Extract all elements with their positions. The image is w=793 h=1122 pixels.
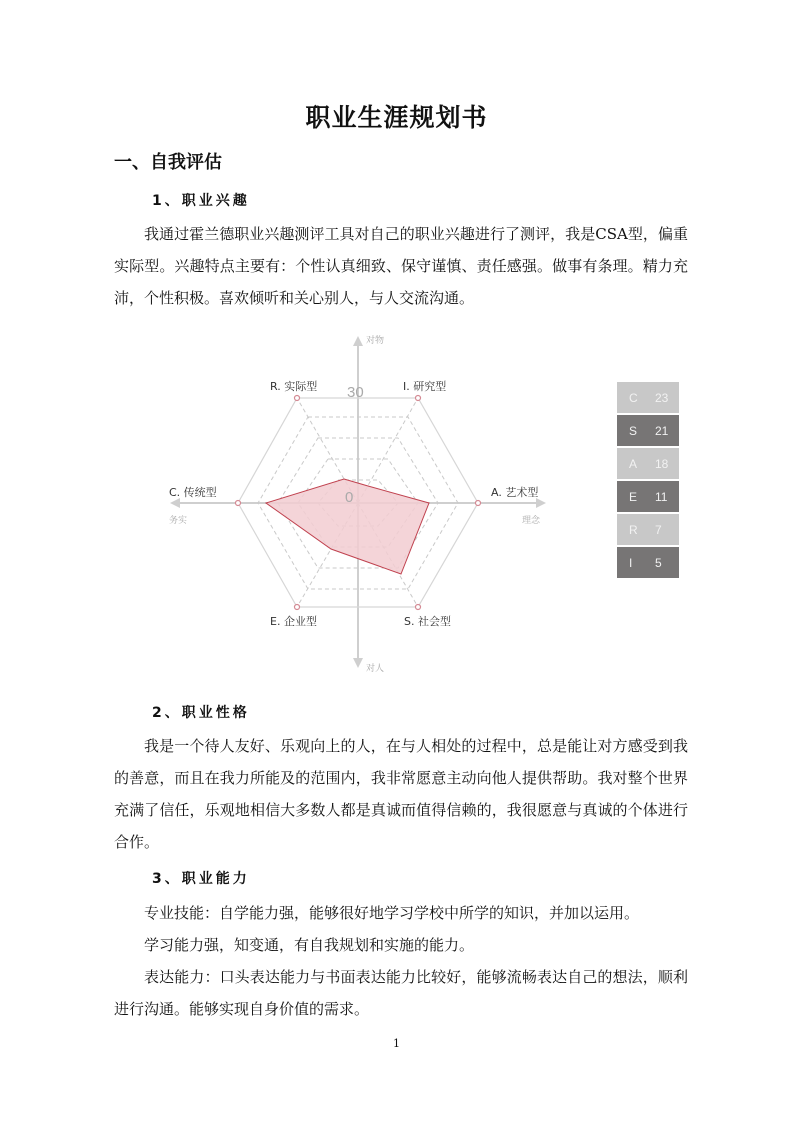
- score-key: E: [629, 489, 638, 504]
- axis-label-right: 理念: [522, 516, 541, 526]
- page-number: 1: [393, 1037, 400, 1050]
- paragraph-interest: 我通过霍兰德职业兴趣测评工具对自己的职业兴趣进行了测评，我是CSA型，偏重实际型。兴趣特点主要有：个性认真细致、保守谨慎、责任感强。做事有条理。精力充沛，个性积极。喜欢倾听和关心别人，与人交流沟通。: [114, 225, 688, 307]
- subsection-heading-interest: 1、职业兴趣: [152, 193, 250, 209]
- holland-radar-chart: [150, 325, 550, 685]
- category-label-s: S. 社会型: [404, 615, 451, 628]
- score-value: 23: [655, 390, 669, 405]
- score-table: [617, 382, 679, 580]
- category-label-r: R. 实际型: [270, 380, 318, 393]
- subsection-heading-ability: 3、职业能力: [152, 871, 250, 887]
- score-value: 5: [655, 555, 662, 570]
- score-key: C: [629, 390, 638, 405]
- score-value: 21: [655, 423, 669, 438]
- score-row-c: [617, 382, 679, 413]
- axis-label-bottom: 对人: [366, 664, 385, 674]
- axis-label-top: 对物: [366, 336, 385, 346]
- score-row-s: [617, 415, 679, 446]
- score-key: A: [629, 456, 638, 471]
- score-key: S: [629, 423, 638, 438]
- score-row-r: [617, 514, 679, 545]
- axis-label-left: 务实: [169, 516, 188, 526]
- category-label-i: I. 研究型: [403, 380, 447, 393]
- category-label-e: E. 企业型: [270, 615, 317, 628]
- subsection-heading-personality: 2、职业性格: [152, 705, 250, 721]
- score-value: 11: [655, 489, 668, 504]
- page-title: 职业生涯规划书: [305, 103, 488, 132]
- category-label-c: C. 传统型: [169, 486, 217, 499]
- score-value: 7: [655, 522, 662, 537]
- paragraph-ability-1: 专业技能：自学能力强，能够很好地学习学校中所学的知识，并加以运用。: [144, 904, 640, 922]
- score-value: 18: [655, 456, 669, 471]
- tick-label-max: 30: [347, 384, 364, 401]
- paragraph-ability-2: 学习能力强，知变通，有自我规划和实施的能力。: [144, 936, 475, 954]
- category-label-a: A. 艺术型: [491, 486, 539, 499]
- tick-label-min: 0: [345, 489, 354, 506]
- score-row-i: [617, 547, 679, 578]
- section-heading: 一、自我评估: [114, 152, 222, 173]
- score-row-a: [617, 448, 679, 479]
- score-key: R: [629, 522, 638, 537]
- score-row-e: [617, 481, 679, 512]
- paragraph-personality: 我是一个待人友好、乐观向上的人，在与人相处的过程中，总是能让对方感受到我的善意，而且在我力所能及的范围内，我非常愿意主动向他人提供帮助。我对整个世界充满了信任，乐观地相信大多数人都是真诚而值得信赖的，我很愿意与真诚的个体进行合作。: [114, 737, 688, 851]
- paragraph-ability-3: 表达能力：口头表达能力与书面表达能力比较好，能够流畅表达自己的想法，顺利进行沟通。能够实现自身价值的需求。: [114, 968, 688, 1018]
- score-key: I: [629, 555, 633, 570]
